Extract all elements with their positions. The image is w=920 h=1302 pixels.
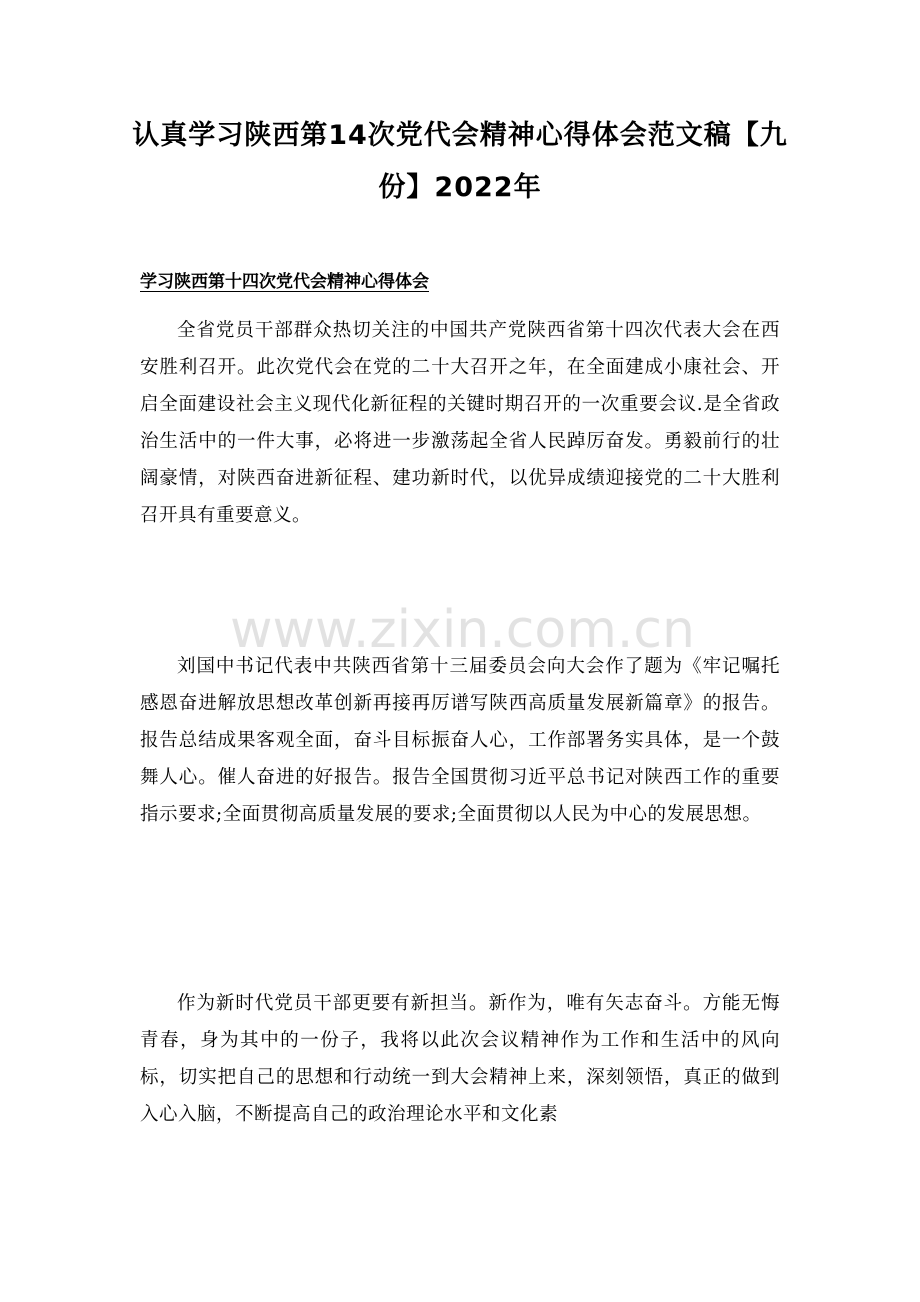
section-heading: 学习陕西第十四次党代会精神心得体会: [140, 272, 429, 292]
paragraph-3: 作为新时代党员干部更要有新担当。新作为，唯有矢志奋斗。方能无悔青春，身为其中的一份子，我将以此次会议精神作为工作和生活中的风向标，切实把自己的思想和行动统一到大会精神上来，深刻领悟，真正的做到入心入脑，不断提高自己的政治理论水平和文化素: [140, 993, 780, 1125]
paragraph-2: 刘国中书记代表中共陕西省第十三届委员会向大会作了题为《牢记嘱托感恩奋进解放思想改革创新再接再厉谱写陕西高质量发展新篇章》的报告。报告总结成果客观全面，奋斗目标振奋人心，工作部署务实具体，是一个鼓舞人心。催人奋进的好报告。报告全国贯彻习近平总书记对陕西工作的重要指示要求;全面贯彻高质量发展的要求;全面贯彻以人民为中心的发展思想。: [140, 656, 780, 825]
paragraph-1: 全省党员干部群众热切关注的中国共产党陕西省第十四次代表大会在西安胜利召开。此次党代会在党的二十大召开之年，在全面建成小康社会、开启全面建设社会主义现代化新征程的关键时期召开的一次重要会议.是全省政治生活中的一件大事，必将进一步激荡起全省人民踔厉奋发。勇毅前行的壮阔豪情，对陕西奋进新征程、建功新时代，以优异成绩迎接党的二十大胜利召开具有重要意义。: [140, 320, 780, 526]
document-title: 认真学习陕西第14次党代会精神心得体会范文稿【九份】2022年: [132, 120, 788, 203]
watermark: www.zixin.com.cn: [230, 600, 695, 660]
